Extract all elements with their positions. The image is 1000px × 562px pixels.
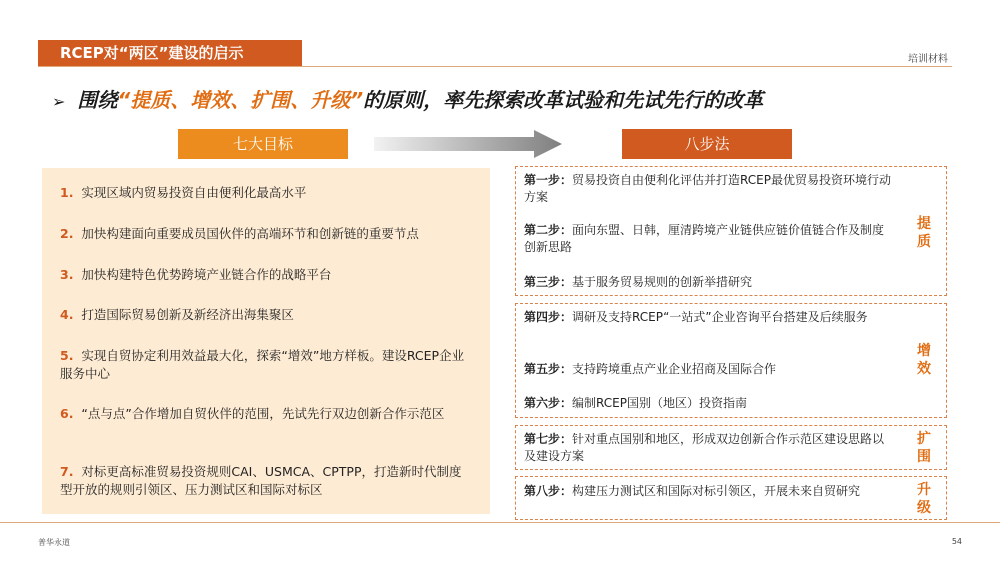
step-text: 贸易投资自由便利化评估并打造RCEP最优贸易投资环境行动方案 [524, 173, 891, 204]
step-label: 第六步： [524, 396, 573, 410]
step-label: 第二步： [524, 223, 573, 237]
step-item [524, 172, 894, 206]
step-item [524, 222, 894, 256]
step-text: 构建压力测试区和国际对标引领区，开展未来自贸研究 [572, 484, 861, 498]
step-item [524, 395, 894, 412]
step-item [524, 483, 894, 500]
goal-number: 1. [60, 185, 74, 200]
step-label: 第一步： [524, 173, 573, 187]
header-label: 培训材料 [908, 54, 948, 65]
step-text: 面向东盟、日韩，厘清跨境产业链供应链价值链合作及制度创新思路 [524, 223, 885, 254]
step-item [524, 309, 894, 326]
goal-text: 实现自贸协定利用效益最大化，探索“增效”地方样板。建设RCEP企业服务中心 [60, 348, 465, 381]
group-side-label: 增效 [917, 343, 931, 377]
step-item [524, 431, 894, 465]
goal-text: 对标更高标准贸易投资规则CAI、USMCA、CPTPP，打造新时代制度型开放的规则引领区、压力测试区和国际对标区 [60, 464, 462, 497]
footer-brand: 普华永道 [38, 538, 70, 547]
goal-item [60, 225, 470, 243]
goal-item [60, 405, 470, 423]
step-text: 支持跨境重点产业企业招商及国际合作 [572, 362, 777, 376]
steps-header: 八步法 [622, 129, 792, 159]
goal-number: 4. [60, 307, 74, 322]
step-group-efficiency [515, 303, 947, 418]
step-label: 第三步： [524, 275, 573, 289]
step-item [524, 361, 894, 378]
goal-number: 7. [60, 464, 74, 479]
step-group-quality [515, 166, 947, 296]
goal-number: 2. [60, 226, 74, 241]
goal-text: 加快构建特色优势跨境产业链合作的战略平台 [81, 267, 332, 282]
goal-number: 6. [60, 406, 74, 421]
step-text: 针对重点国别和地区，形成双边创新合作示范区建设思路以及建设方案 [524, 432, 885, 463]
headline-highlight: “提质、增效、扩围、升级” [117, 88, 364, 112]
step-group-expand [515, 425, 947, 470]
goal-item [60, 184, 470, 202]
headline-prefix: 围绕 [77, 88, 118, 112]
step-label: 第五步： [524, 362, 573, 376]
goal-item [60, 347, 470, 383]
goals-panel [42, 168, 490, 514]
step-label: 第八步： [524, 484, 573, 498]
goal-item [60, 306, 470, 324]
group-side-label: 升级 [917, 482, 931, 516]
step-label: 第四步： [524, 310, 573, 324]
step-group-upgrade [515, 476, 947, 520]
right-arrow-icon [374, 130, 562, 158]
goal-number: 3. [60, 267, 74, 282]
section-title-tab: RCEP对“两区”建设的启示 [38, 40, 302, 66]
goal-text: 实现区域内贸易投资自由便利化最高水平 [81, 185, 307, 200]
group-side-label: 扩围 [917, 431, 931, 465]
header-divider [38, 66, 952, 67]
page-number: 54 [951, 537, 962, 546]
step-text: 调研及支持RCEP“一站式”企业咨询平台搭建及后续服务 [572, 310, 868, 324]
goals-header: 七大目标 [178, 129, 348, 159]
goal-item [60, 463, 470, 499]
step-text: 编制RCEP国别（地区）投资指南 [572, 396, 747, 410]
goal-text: “点与点”合作增加自贸伙伴的范围，先试先行双边创新合作示范区 [81, 406, 445, 421]
headline-suffix: 的原则，率先探索改革试验和先试先行的改革 [363, 88, 764, 112]
headline [52, 84, 763, 113]
arrow-bullet-icon: ➢ [52, 92, 66, 111]
goal-text: 加快构建面向重要成员国伙伴的高端环节和创新链的重要节点 [81, 226, 419, 241]
step-text: 基于服务贸易规则的创新举措研究 [572, 275, 753, 289]
step-label: 第七步： [524, 432, 573, 446]
goal-text: 打造国际贸易创新及新经济出海集聚区 [81, 307, 294, 322]
group-side-label: 提质 [917, 216, 931, 250]
footer-divider [0, 522, 1000, 523]
goal-item [60, 266, 470, 284]
step-item [524, 274, 894, 291]
goal-number: 5. [60, 348, 74, 363]
